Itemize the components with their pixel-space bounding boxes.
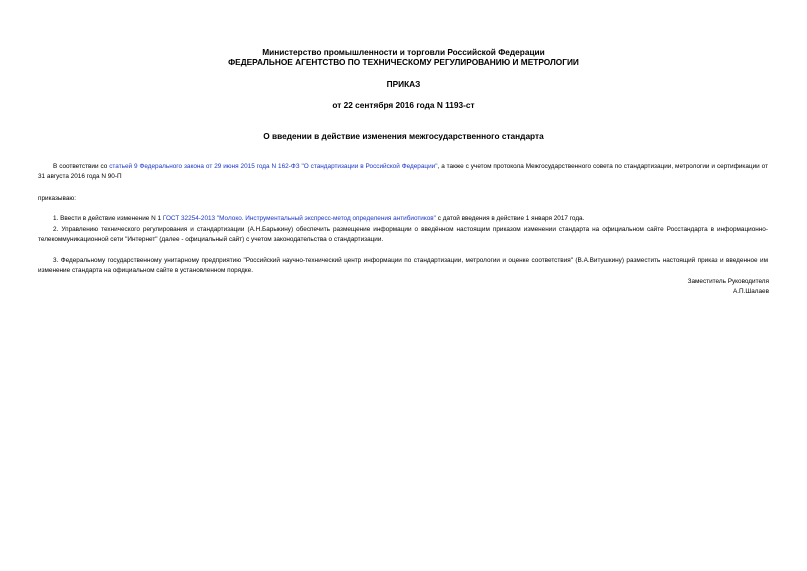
document-type: ПРИКАЗ xyxy=(386,79,421,89)
document-title: О введении в действие изменения межгосударственного стандарта xyxy=(263,131,544,141)
preamble-prefix: В соответствии со xyxy=(53,163,110,170)
item1-suffix: с датой введения в действие 1 января 2017 года. xyxy=(435,215,585,222)
federal-law-link[interactable]: статьей 9 Федерального закона от 29 июня 2015 года N 162-ФЗ "О стандартизации в Российской Федерации" xyxy=(109,163,438,170)
document-date-number: от 22 сентября 2016 года N 1193-ст xyxy=(332,100,475,110)
agency-name: ФЕДЕРАЛЬНОЕ АГЕНТСТВО ПО ТЕХНИЧЕСКОМУ РЕГУЛИРОВАНИЮ И МЕТРОЛОГИИ xyxy=(228,57,579,67)
ministry-name: Министерство промышленности и торговли Российской Федерации xyxy=(262,47,545,57)
order-item-1 xyxy=(38,214,768,224)
preamble-suffix: , а также с учетом протокола Межгосударственного совета по стандартизации, метрологии и сертификации от 31 августа 2016 года N 90-П xyxy=(38,163,768,180)
signature-name: А.П.Шалаев xyxy=(732,288,769,295)
order-item-3: 3. Федеральному государственному унитарному предприятию "Российский научно-технический центр информации по стандартизации, метрологии и оценке соответствия" (В.А.Витушкину) разместить настоящий приказ и введенное им изменение стандарта на официальном сайте в установленном порядке. xyxy=(38,257,768,274)
preamble-paragraph xyxy=(38,162,768,182)
order-item-2: 2. Управлению технического регулирования и стандартизации (А.Н.Барыкину) обеспечить размещение информации о введённом настоящим приказом изменении стандарта на официальном сайте Росстандарта в информационно-телекоммуникационной сети "Интернет" (далее - официальный сайт) с учетом законодательства о стандартизации. xyxy=(38,226,768,243)
item1-prefix: 1. Ввести в действие изменение N 1 xyxy=(53,215,163,222)
gost-standard-link[interactable]: ГОСТ 32254-2013 "Молоко. Инструментальный экспресс-метод определения антибиотиков" xyxy=(162,215,436,222)
signature-position: Заместитель Руководителя xyxy=(687,278,769,285)
order-word: приказываю: xyxy=(38,195,76,202)
